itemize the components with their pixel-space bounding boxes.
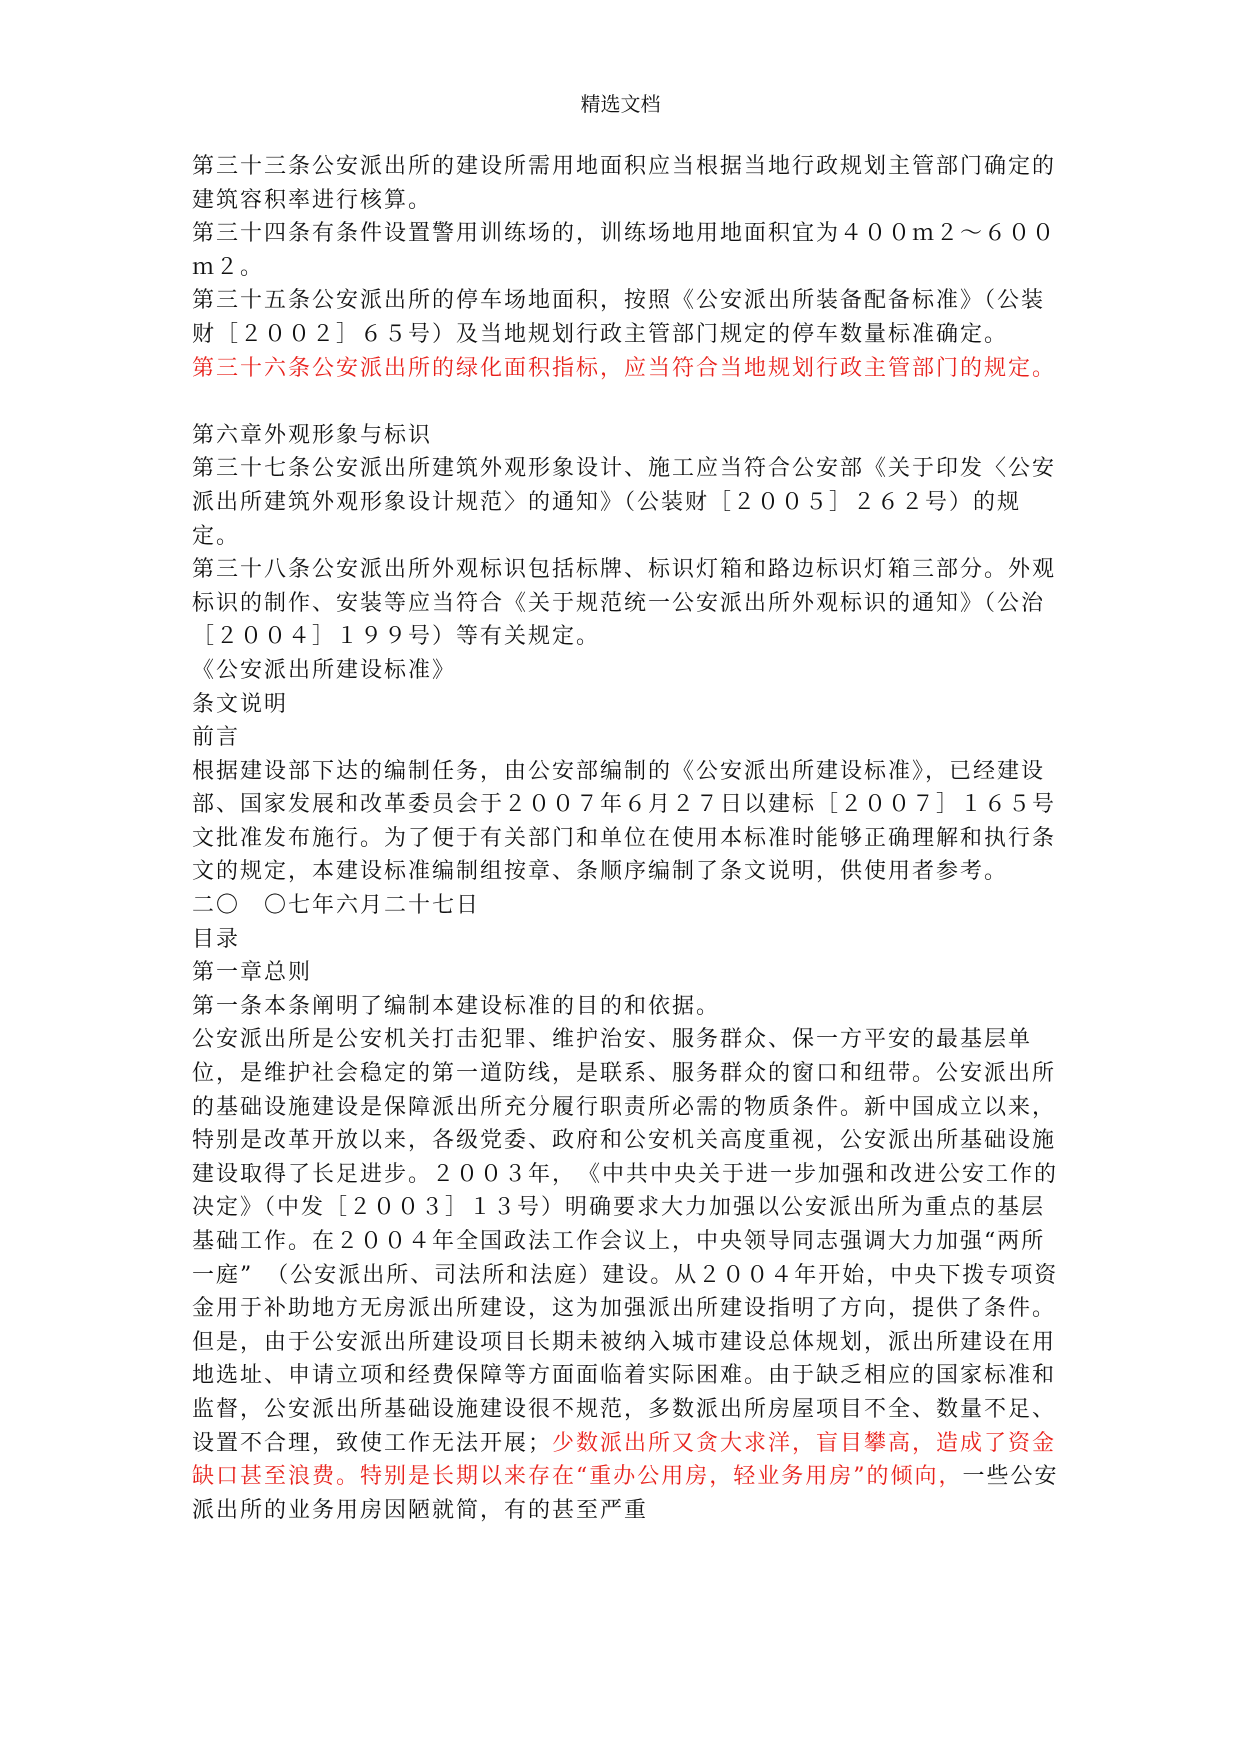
background-paragraph <box>192 1023 1064 1527</box>
toc-heading: 目录 <box>192 926 241 952</box>
article-33: 第三十三条公安派出所的建设所需用地面积应当根据当地行政规划主管部门确定的建筑容积率进行核算。 <box>192 154 1057 213</box>
standard-title: 《公安派出所建设标准》 <box>192 657 457 683</box>
page-header: 精选文档 <box>580 92 661 116</box>
article-35: 第三十五条公安派出所的停车场地面积，按照《公安派出所装备配备标准》（公装财［２００２］６５号）及当地规划行政主管部门规定的停车数量标准确定。 <box>192 288 1046 347</box>
article-38: 第三十八条公安派出所外观标识包括标牌、标识灯箱和路边标识灯箱三部分。外观标识的制作、安装等应当符合《关于规范统一公安派出所外观标识的通知》（公治［２００４］１９９号）等有关规定。 <box>192 557 1057 650</box>
background-tail-text: 一些公安派出所的业务用房因陋就简，有的甚至严重 <box>192 1464 1059 1523</box>
article-36-highlighted: 第三十六条公安派出所的绿化面积指标，应当符合当地规划行政主管部门的规定。 <box>192 355 1057 381</box>
article-1: 第一条本条阐明了编制本建设标准的目的和依据。 <box>192 993 721 1019</box>
document-body <box>192 150 1064 1527</box>
chapter-6-heading: 第六章外观形象与标识 <box>192 422 433 448</box>
explanation-heading: 条文说明 <box>192 691 289 717</box>
background-text: 公安派出所是公安机关打击犯罪、维护治安、服务群众、保一方平安的最基层单位，是维护社会稳定的第一道防线，是联系、服务群众的窗口和纽带。公安派出所的基础设施建设是保障派出所充分履行职责所必需的物质条件。新中国成立以来，特别是改革开放以来，各级党委、政府和公安机关高度重视，公安派出所基础设施建设取得了长足进步。２００３年， 《中共中央关于进一步加强和改进公安工作的决定》（中发［２００３］１３号）明确要求大力加强以公安派出所为重点的基层基础工作。在２００４年全国政法工作会议上，中央领导同志强调大力加强“两所一庭” （公安派出所、司法所和法庭）建设。从２００４年开始，中央下拨专项资金用于补助地方无房派出所建设，这为加强派出所建设指明了方向，提供了条件。但是，由于公安派出所建设项目长期未被纳入城市建设总体规划，派出所建设在用地选址、申请立项和经费保障等方面面临着实际困难。由于缺乏相应的国家标准和监督，公安派出所基础设施建设很不规范，多数派出所房屋项目不全、数量不足、设置不合理，致使工作无法开展； <box>192 1027 1059 1456</box>
chapter-1-heading: 第一章总则 <box>192 960 313 986</box>
date-line: 二〇 〇七年六月二十七日 <box>192 893 481 919</box>
preface-body: 根据建设部下达的编制任务，由公安部编制的《公安派出所建设标准》，已经建设部、国家发展和改革委员会于２００７年６月２７日以建标［２００７］１６５号文批准发布施行。为了便于有关部门和单位在使用本标准时能够正确理解和执行条文的规定，本建设标准编制组按章、条顺序编制了条文说明，供使用者参考。 <box>192 758 1057 885</box>
preface-heading: 前言 <box>192 725 241 751</box>
article-34: 第三十四条有条件设置警用训练场的，训练场地用地面积宜为４００ｍ２～６００ｍ２。 <box>192 221 1057 280</box>
blank-line <box>192 385 1064 419</box>
article-37: 第三十七条公安派出所建筑外观形象设计、施工应当符合公安部《关于印发〈公安派出所建筑外观形象设计规范〉的通知》（公装财［２００５］２６２号）的规定。 <box>192 456 1057 549</box>
background-highlighted-text: 少数派出所又贪大求洋，盲目攀高，造成了资金缺口甚至浪费。特别是长期以来存在“重办公用房，轻业务用房”的倾向， <box>192 1430 1057 1490</box>
